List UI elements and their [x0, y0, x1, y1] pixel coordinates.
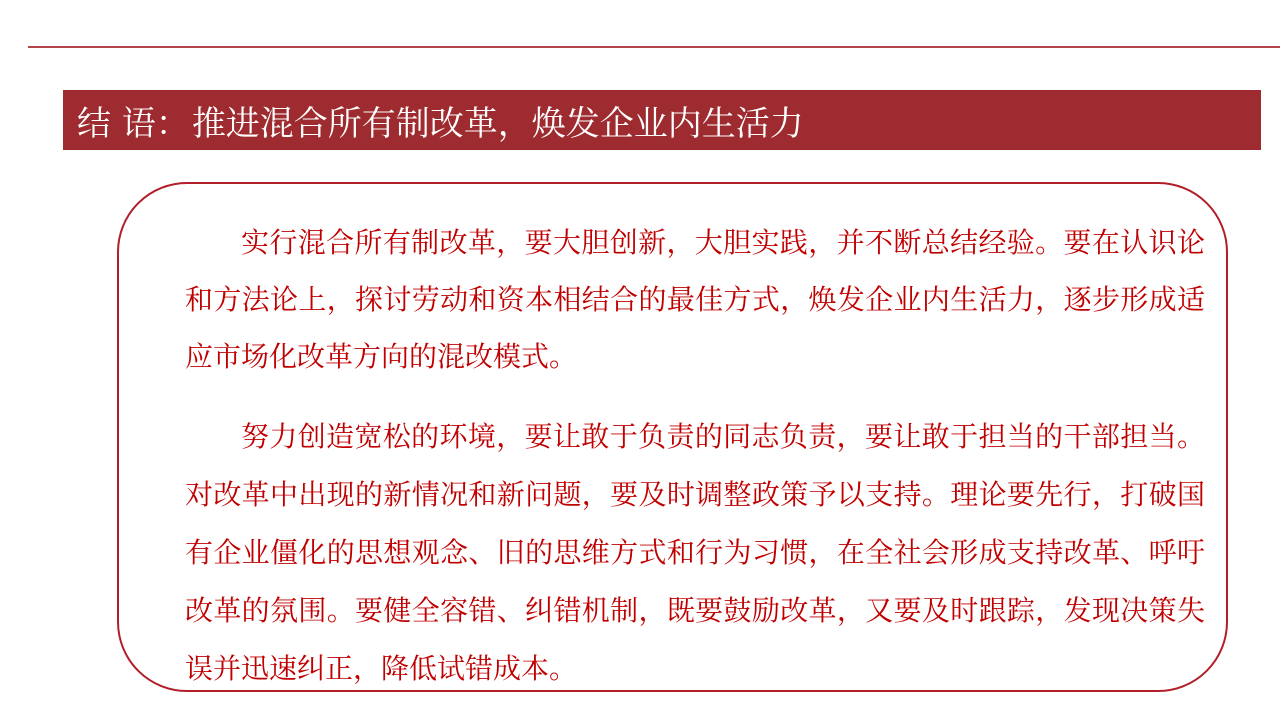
page-title: 推进混合所有制改革，焕发企业内生活力 — [191, 103, 804, 144]
content-box — [117, 182, 1228, 692]
title-prefix: 结 语： — [77, 103, 190, 144]
paragraph-1: 实行混合所有制改革，要大胆创新，大胆实践，并不断总结经验。要在认识论和方法论上，探讨劳动和资本相结合的最佳方式，焕发企业内生活力，逐步形成适应市场化改革方向的混改模式。 — [185, 226, 1205, 373]
paragraph-2: 努力创造宽松的环境，要让敢于负责的同志负责，要让敢于担当的干部担当。对改革中出现的新情况和新问题，要及时调整政策予以支持。理论要先行，打破国有企业僵化的思想观念、旧的思维方式和行为习惯，在全社会形成支持改革、呼吁改革的氛围。要健全容错、纠错机制，既要鼓励改革，又要及时跟踪，发现决策失误并迅速纠正，降低试错成本。 — [185, 420, 1205, 685]
top-divider-line — [28, 46, 1280, 48]
title-bar — [63, 90, 1261, 150]
